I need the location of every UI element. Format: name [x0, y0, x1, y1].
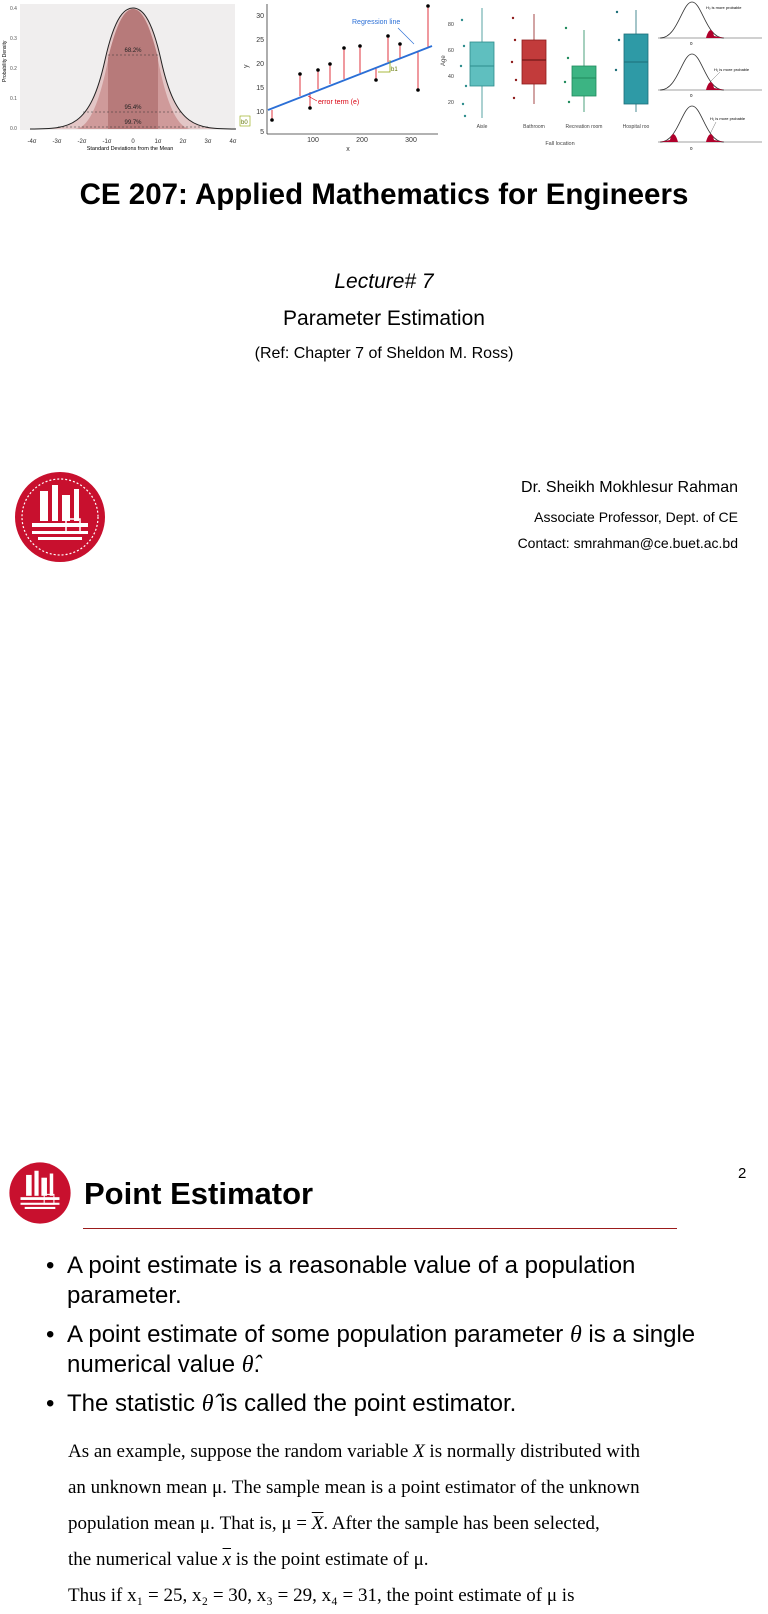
- scatter-point: [513, 97, 515, 99]
- bullet-text: is a single numerical value: [67, 1321, 696, 1378]
- example-line: [68, 1578, 758, 1608]
- x-tick: 1σ: [154, 139, 162, 145]
- bullet-text: A point estimate is a reasonable value of a population parameter.: [67, 1252, 636, 1309]
- title-slide: [0, 0, 768, 576]
- example-text: the numerical value: [68, 1549, 223, 1570]
- variable-x: X: [413, 1441, 425, 1462]
- hypothesis-label: H₁ is more probable: [710, 116, 746, 121]
- zero-label: 0: [690, 41, 693, 46]
- boxplot-figure: [442, 0, 654, 152]
- example-text: is the point estimate of μ.: [231, 1549, 429, 1570]
- author-position: Associate Professor, Dept. of CE: [534, 509, 738, 525]
- intercept-label: b0: [241, 120, 248, 126]
- box-hospital-room: [624, 34, 648, 104]
- regression-figure: [238, 0, 444, 152]
- university-logo-small: [8, 1161, 72, 1230]
- tail-plot: [658, 54, 762, 98]
- annotation-arrow: [398, 28, 414, 44]
- regression-line-annotation: Regression line: [352, 19, 401, 26]
- page-number: 2: [738, 1165, 747, 1182]
- bullet-text: The statistic: [67, 1390, 202, 1417]
- normal-distribution-figure: [0, 0, 240, 152]
- scatter-point: [463, 45, 465, 47]
- example-text: . After the sample has been selected,: [323, 1513, 600, 1534]
- author-contact: Contact: smrahman@ce.buet.ac.bd: [517, 535, 738, 551]
- scatter-point: [615, 69, 617, 71]
- data-point: [298, 72, 302, 76]
- y-axis-label: Age: [441, 55, 447, 66]
- category-label: Hospital roo: [622, 124, 650, 130]
- bullet-item: [46, 1320, 746, 1380]
- x-axis-label: Standard Deviations from the Mean: [86, 146, 174, 152]
- scatter-point: [511, 61, 513, 63]
- scatter-point: [568, 101, 570, 103]
- x-tick: 2σ: [179, 139, 187, 145]
- scatter-point: [515, 79, 517, 81]
- lecture-topic: Parameter Estimation: [283, 307, 485, 330]
- zero-label: 0: [690, 146, 693, 151]
- x-tick: 300: [405, 137, 417, 144]
- y-tick: 40: [447, 74, 454, 80]
- tail-plot: [658, 2, 762, 46]
- tail-plot: [658, 106, 762, 151]
- scatter-point: [514, 39, 516, 41]
- data-point: [416, 88, 420, 92]
- data-point: [358, 44, 362, 48]
- scatter-point: [616, 11, 618, 13]
- example-paragraph: [68, 1434, 758, 1608]
- example-line: [68, 1434, 758, 1470]
- y-tick: 10: [256, 109, 264, 116]
- sample-mean-value-symbol: $\overline{x}$: [222, 1549, 232, 1570]
- box-bathroom: [522, 40, 546, 84]
- scatter-point: [462, 103, 464, 105]
- scatter-point: [618, 39, 620, 41]
- example-text: Thus if x₁ = 25, x₂ = 30, x₃ = 29, x₄ = 31, the point estimate of μ is: [68, 1585, 575, 1606]
- y-tick: 20: [256, 61, 264, 68]
- x-tick: 3σ: [204, 139, 212, 145]
- sample-mean-symbol: $\overline{X}$: [311, 1513, 324, 1534]
- example-text: As an example, suppose the random variable: [68, 1441, 414, 1462]
- data-point: [426, 4, 430, 8]
- example-line: [68, 1506, 758, 1542]
- x-tick: -2σ: [77, 139, 87, 145]
- data-point: [316, 68, 320, 72]
- y-tick: 0.0: [10, 126, 17, 132]
- lecture-number: Lecture# 7: [334, 270, 434, 293]
- bullet-text: is called the point estimator.: [213, 1390, 517, 1417]
- box-recreation-room: [572, 66, 596, 96]
- scatter-point: [461, 19, 463, 21]
- y-tick: 20: [447, 100, 454, 106]
- x-axis-label: Fall location: [545, 141, 575, 147]
- y-tick: 15: [256, 85, 264, 92]
- error-term-annotation: error term (e): [318, 99, 360, 106]
- slope-label: b1: [391, 67, 398, 73]
- x-tick: -4σ: [27, 139, 37, 145]
- category-label: Recreation room: [565, 124, 603, 130]
- data-point: [398, 42, 402, 46]
- university-logo: [14, 471, 106, 568]
- y-axis-label: Probability Density: [2, 40, 8, 82]
- scatter-point: [465, 85, 467, 87]
- data-point: [386, 34, 390, 38]
- bullet-text: .: [253, 1351, 261, 1378]
- hypothesis-label: H₁ is more probable: [714, 67, 750, 72]
- y-tick: 0.2: [10, 66, 17, 72]
- example-text: is normally distributed with: [424, 1441, 640, 1462]
- zero-label: 0: [690, 93, 693, 98]
- y-tick: 80: [447, 22, 454, 28]
- bullet-list: [46, 1251, 746, 1428]
- x-tick: -1σ: [102, 139, 112, 145]
- course-title: CE 207: Applied Mathematics for Engineers: [79, 178, 689, 211]
- y-tick: 5: [260, 129, 264, 136]
- example-text: population mean μ. That is, μ =: [68, 1513, 312, 1534]
- category-label: Aisle: [476, 124, 488, 130]
- data-point: [374, 78, 378, 82]
- band-label: 95.4%: [124, 105, 142, 111]
- box-aisle: [470, 42, 494, 86]
- theta-hat-symbol: θ̂: [201, 1391, 214, 1417]
- author-name: Dr. Sheikh Mokhlesur Rahman: [521, 479, 738, 496]
- x-tick: 200: [356, 137, 368, 144]
- data-point: [342, 46, 346, 50]
- y-tick: 25: [256, 37, 264, 44]
- y-tick: 60: [447, 48, 454, 54]
- y-tick: 0.1: [10, 96, 17, 102]
- y-tick: 0.3: [10, 36, 17, 42]
- scatter-point: [565, 27, 567, 29]
- scatter-point: [512, 17, 514, 19]
- example-line: [68, 1542, 758, 1578]
- bullet-item: [46, 1389, 746, 1419]
- x-tick: 4σ: [229, 139, 237, 145]
- hypothesis-label: H₀ is more probable: [706, 5, 742, 10]
- theta-hat-symbol: θ̂: [241, 1352, 254, 1378]
- y-tick: 0.4: [10, 6, 17, 12]
- band-label: 68.2%: [124, 48, 142, 54]
- example-line: [68, 1470, 758, 1506]
- hypothesis-test-figure: [652, 0, 768, 152]
- scatter-point: [564, 81, 566, 83]
- y-axis-label: y: [243, 64, 250, 68]
- reference-text: (Ref: Chapter 7 of Sheldon M. Ross): [254, 345, 514, 362]
- theta-symbol: θ: [569, 1322, 582, 1348]
- y-tick: 30: [256, 13, 264, 20]
- example-text: an unknown mean μ. The sample mean is a point estimator of the unknown: [68, 1477, 640, 1498]
- category-label: Bathroom: [523, 124, 545, 130]
- x-axis-label: x: [346, 146, 350, 153]
- bullet-item: [46, 1251, 746, 1311]
- scatter-point: [460, 65, 462, 67]
- data-point: [308, 106, 312, 110]
- data-point: [270, 118, 274, 122]
- scatter-point: [464, 115, 466, 117]
- scatter-point: [567, 57, 569, 59]
- bullet-text: A point estimate of some population parameter: [67, 1321, 570, 1348]
- x-tick: 0: [131, 139, 135, 145]
- data-point: [328, 62, 332, 66]
- band-label: 99.7%: [124, 120, 142, 126]
- title-underline: [83, 1228, 677, 1229]
- x-tick: 100: [307, 137, 319, 144]
- x-tick: -3σ: [52, 139, 62, 145]
- annotation-arrow: [308, 96, 317, 101]
- slide-title: Point Estimator: [84, 1176, 314, 1211]
